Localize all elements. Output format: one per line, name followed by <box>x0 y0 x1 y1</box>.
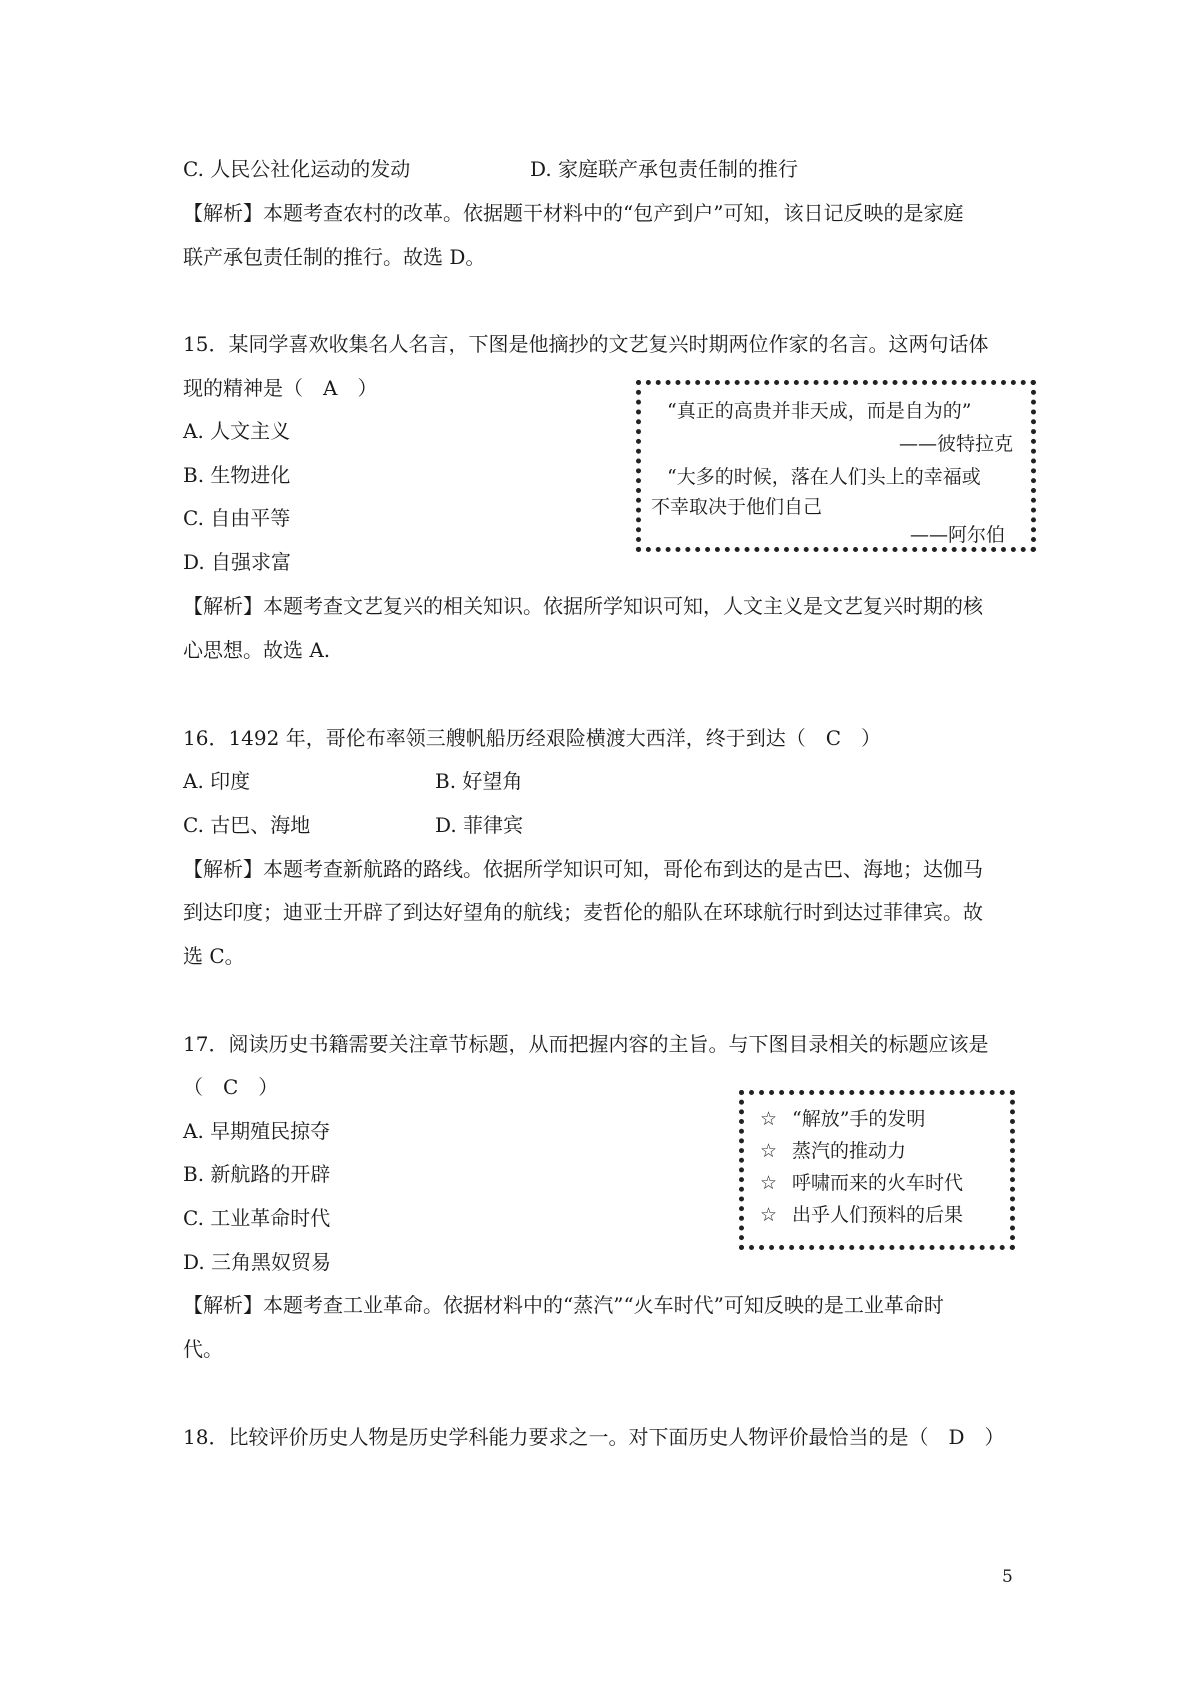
star-icon: ☆ <box>760 1140 778 1162</box>
quote-2-line-2: 不幸取决于他们自己 <box>651 496 823 518</box>
q16-stem: 16．1492 年，哥伦布率领三艘帆船历经艰险横渡大西洋，终于到达（ C ） <box>183 726 882 750</box>
q16-options-row-2 <box>183 811 524 839</box>
q17-stem-line-1: 17．阅读历史书籍需要关注章节标题，从而把握内容的主旨。与下图目录相关的标题应该是 <box>183 1032 989 1056</box>
q15-option-d: D. 自强求富 <box>183 550 292 574</box>
q15-stem-line-2: 现的精神是（ A ） <box>183 376 378 400</box>
quote-2-line-1: “大多的时候，落在人们头上的幸福或 <box>667 466 981 488</box>
page-number: 5 <box>1002 1567 1013 1587</box>
q15-option-b: B. 生物进化 <box>183 463 291 487</box>
q15-quote-box <box>636 380 1036 552</box>
q18-stem: 18．比较评价历史人物是历史学科能力要求之一。对下面历史人物评价最恰当的是（ D ） <box>183 1425 1005 1449</box>
q14-options-row <box>183 155 799 183</box>
q14-analysis-line-2: 联产承包责任制的推行。故选 D。 <box>183 245 486 269</box>
q16-options-row-1 <box>183 767 523 795</box>
q15-option-a: A. 人文主义 <box>183 419 291 443</box>
q17-analysis-line-1: 【解析】本题考查工业革命。依据材料中的“蒸汽”“火车时代”可知反映的是工业革命时 <box>183 1293 944 1317</box>
q15-option-c: C. 自由平等 <box>183 506 291 530</box>
toc-item: ☆ “解放”手的发明 <box>760 1103 925 1135</box>
quote-2-author: ——阿尔伯 <box>909 524 1005 546</box>
q17-option-d: D. 三角黑奴贸易 <box>183 1250 332 1274</box>
q14-option-d: D. 家庭联产承包责任制的推行 <box>530 157 799 181</box>
q14-analysis-line-1: 【解析】本题考查农村的改革。依据题干材料中的“包产到户”可知，该日记反映的是家庭 <box>183 201 964 225</box>
quote-1-author: ——彼特拉克 <box>898 433 1013 455</box>
quote-1: “真正的高贵并非天成，而是自为的” <box>667 400 972 422</box>
q15-analysis-line-2: 心思想。故选 A. <box>183 638 331 662</box>
q17-option-c: C. 工业革命时代 <box>183 1206 331 1230</box>
star-icon: ☆ <box>760 1204 778 1226</box>
star-icon: ☆ <box>760 1108 778 1130</box>
q16-option-c: C. 古巴、海地 <box>183 813 311 837</box>
q16-option-d: D. 菲律宾 <box>435 813 524 837</box>
q16-option-a: A. 印度 <box>183 769 251 793</box>
q16-option-b: B. 好望角 <box>435 769 523 793</box>
q16-analysis-line-2: 到达印度；迪亚士开辟了到达好望角的航线；麦哲伦的船队在环球航行时到达过菲律宾。故 <box>183 900 983 924</box>
toc-item: ☆ 出乎人们预料的后果 <box>760 1199 963 1231</box>
toc-item: ☆ 蒸汽的推动力 <box>760 1135 906 1167</box>
star-icon: ☆ <box>760 1172 778 1194</box>
q17-stem-line-2: （ C ） <box>183 1075 279 1099</box>
toc-item: ☆ 呼啸而来的火车时代 <box>760 1167 963 1199</box>
q15-stem-line-1: 15．某同学喜欢收集名人名言，下图是他摘抄的文艺复兴时期两位作家的名言。这两句话体 <box>183 332 989 356</box>
q14-option-c: C. 人民公社化运动的发动 <box>183 157 411 181</box>
q17-option-b: B. 新航路的开辟 <box>183 1162 331 1186</box>
q16-analysis-line-3: 选 C。 <box>183 944 245 968</box>
q17-toc-box <box>739 1090 1015 1250</box>
q17-option-a: A. 早期殖民掠夺 <box>183 1119 331 1143</box>
q17-analysis-line-2: 代。 <box>183 1337 223 1361</box>
q16-analysis-line-1: 【解析】本题考查新航路的路线。依据所学知识可知，哥伦布到达的是古巴、海地；达伽马 <box>183 857 983 881</box>
q15-analysis-line-1: 【解析】本题考查文艺复兴的相关知识。依据所学知识可知，人文主义是文艺复兴时期的核 <box>183 594 983 618</box>
